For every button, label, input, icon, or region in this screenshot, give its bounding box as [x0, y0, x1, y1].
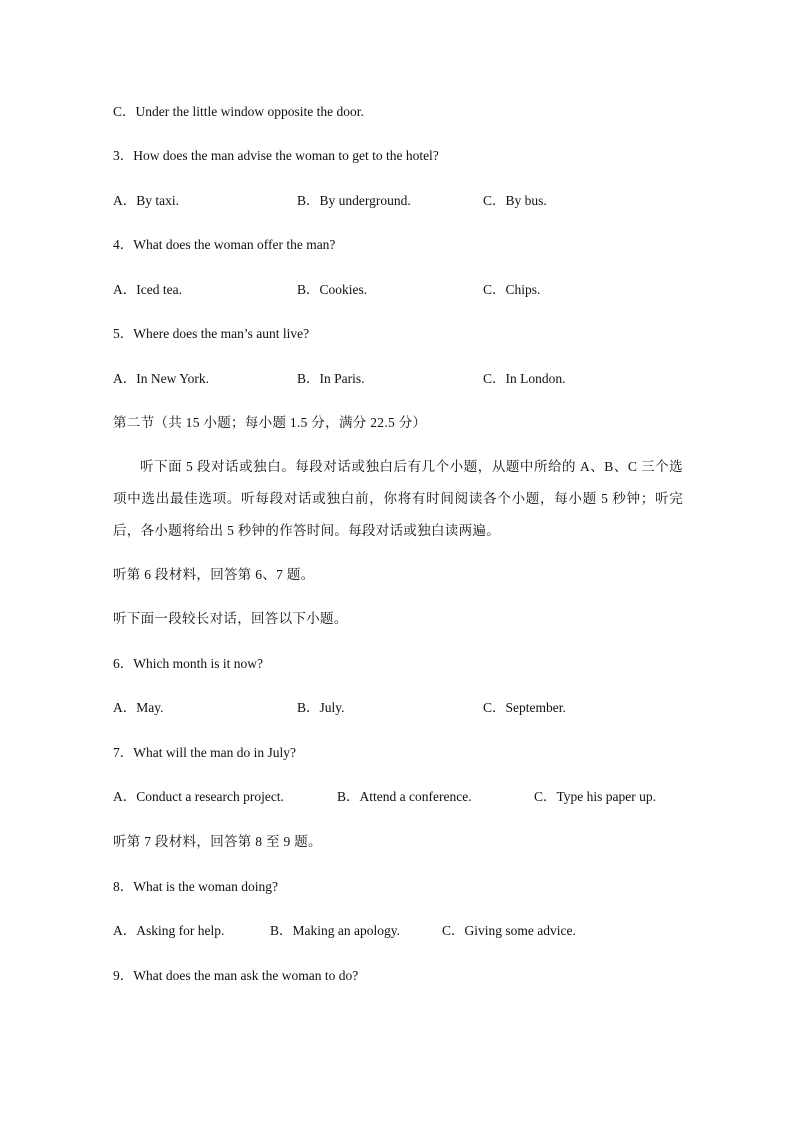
- q8-option-b: B．Making an apology.: [270, 923, 400, 938]
- q8-option-c: C．Giving some advice.: [442, 923, 576, 938]
- q3-option-b: B．By underground.: [297, 193, 411, 208]
- q3-option-c: C．By bus.: [483, 193, 547, 208]
- q4-option-b: B．Cookies.: [297, 282, 368, 297]
- q5-option-c: C．In London.: [483, 371, 566, 386]
- question-9: 9．What does the man ask the woman to do?: [113, 968, 359, 983]
- section-2-heading: 第二节（共 15 小题；每小题 1.5 分，满分 22.5 分）: [113, 415, 427, 430]
- q5-option-a: A．In New York.: [113, 371, 210, 386]
- material-7-heading: 听第 7 段材料，回答第 8 至 9 题。: [113, 834, 322, 849]
- q7-option-b: B．Attend a conference.: [337, 789, 472, 804]
- question-5: 5．Where does the man’s aunt live?: [113, 326, 310, 341]
- material-6-heading: 听第 6 段材料，回答第 6、7 题。: [113, 567, 315, 582]
- q5-option-b: B．In Paris.: [297, 371, 365, 386]
- q6-option-b: B．July.: [297, 700, 345, 715]
- question-7: 7．What will the man do in July?: [113, 745, 296, 760]
- question-4: 4．What does the woman offer the man?: [113, 237, 336, 252]
- long-dialogue-heading: 听下面一段较长对话，回答以下小题。: [113, 611, 348, 626]
- question-3: 3．How does the man advise the woman to get to the hotel?: [113, 148, 439, 163]
- q7-option-a: A．Conduct a research project.: [113, 789, 284, 804]
- q8-option-a: A．Asking for help.: [113, 923, 225, 938]
- question-8: 8．What is the woman doing?: [113, 879, 278, 894]
- question-6: 6．Which month is it now?: [113, 656, 263, 671]
- q4-option-a: A．Iced tea.: [113, 282, 182, 297]
- q2-option-c: C．Under the little window opposite the door.: [113, 104, 364, 119]
- q7-option-c: C．Type his paper up.: [534, 789, 657, 804]
- q6-option-c: C．September.: [483, 700, 566, 715]
- q6-option-a: A．May.: [113, 700, 164, 715]
- q3-option-a: A．By taxi.: [113, 193, 179, 208]
- q4-option-c: C．Chips.: [483, 282, 541, 297]
- section-2-instructions: 听下面 5 段对话或独白。每段对话或独白后有几个小题，从题中所给的 A、B、C 三个选项中选出最佳选项。听每段对话或独白前，你将有时间阅读各个小题，每小题 5 秒钟；听完后，各小题将给出 5 秒钟的作答时间。每段对话或独白读两遍。: [113, 459, 683, 538]
